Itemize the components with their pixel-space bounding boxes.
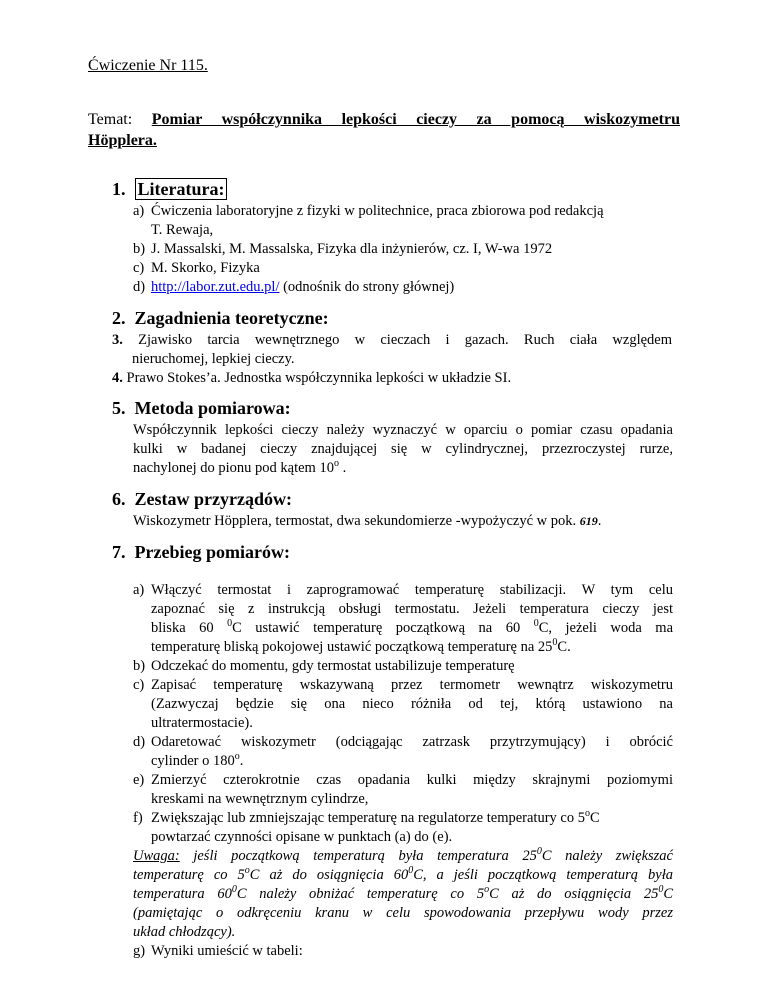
section-2-heading: 2. Zagadnienia teoretyczne: xyxy=(112,308,329,328)
procedure-item-a-line-3: bliska 60 $^0$C ustawić temperaturę początkową na 60 $^0$C, jeżeli woda ma xyxy=(151,618,674,636)
literature-item-d: d) http://labor.zut.edu.pl/ (odnośnik do strony głównej) xyxy=(133,279,455,295)
topic-title-cont: Höpplera. xyxy=(88,132,157,149)
procedure-item-a-line-2: zapoznać się z instrukcją obsługi termostatu. Jeżeli temperatura cieczy jest xyxy=(151,601,673,617)
procedure-item-e-line-2: kreskami na wewnętrznym cylindrze, xyxy=(151,791,369,807)
section-1-heading: 1. Literatura: xyxy=(112,178,227,200)
note-line-4: (pamiętając o odkręceniu kranu w celu spowodowania przepływu wody przez xyxy=(133,905,673,921)
method-line-2: kulki w badanej cieczy znajdującej się w cylindrycznej, przezroczystej rurze, xyxy=(133,441,673,457)
procedure-item-c-line-3: ultratermostacie). xyxy=(151,715,253,731)
literature-link[interactable]: http://labor.zut.edu.pl/ xyxy=(151,279,280,295)
note-line-5: układ chłodzący). xyxy=(133,924,236,940)
section-6-heading: 6. Zestaw przyrządów: xyxy=(112,489,292,509)
procedure-item-b: b) Odczekać do momentu, gdy termostat ustabilizuje temperaturę xyxy=(133,658,515,674)
method-line-1: Współczynnik lepkości cieczy należy wyznaczyć w oparciu o pomiar czasu opadania xyxy=(133,422,673,438)
section-5-title: Metoda pomiarowa: xyxy=(134,398,291,418)
section-7-heading: 7. Przebieg pomiarów: xyxy=(112,542,290,562)
note-label: Uwaga: xyxy=(133,848,180,864)
section-2-title: Zagadnienia teoretyczne: xyxy=(134,308,329,328)
procedure-item-e: e) Zmierzyć czterokrotnie czas opadania kulki między skrajnymi poziomymi xyxy=(133,772,673,788)
theory-item-3-cont: nieruchomej, lepkiej cieczy. xyxy=(132,351,295,367)
procedure-item-a: a) Włączyć termostat i zaprogramować temperaturę stabilizacji. W tym celu xyxy=(133,582,673,598)
note-line-3: temperatura $60^0C$ należy obniżać temperaturę co 5$^o$C aż do osiągnięcia $25^0C$ xyxy=(133,884,673,902)
literature-item-a: a) Ćwiczenia laboratoryjne z fizyki w politechnice, praca zbiorowa pod redakcją xyxy=(133,203,604,219)
procedure-item-f: f) Zwiększając lub zmniejszając temperaturę na regulatorze temperatury co 5$^o$C xyxy=(133,808,600,826)
procedure-item-g: g) Wyniki umieścić w tabeli: xyxy=(133,943,303,959)
procedure-item-d-line-2: cylinder o 180$^o$. xyxy=(151,751,244,769)
equipment-text: Wiskozymetr Höpplera, termostat, dwa sekundomierze -wypożyczyć w pok. 619. xyxy=(133,513,602,529)
procedure-item-c-line-2: (Zazwyczaj będzie się ona nieco różniła od tej, którą ustawiono na xyxy=(151,696,673,712)
note-line-1: Uwaga: jeśli początkową temperaturą była temperatura $25^0C$ należy zwiększać xyxy=(133,846,673,864)
method-line-3: nachylonej do pionu pod kątem 10$^o$ . xyxy=(133,458,347,476)
topic-line-1 xyxy=(88,110,680,129)
note-line-2: temperaturę co 5$^o$C aż do osiągnięcia $60^0C$, a jeśli początkową temperaturą była xyxy=(133,865,673,883)
topic-label: Temat: xyxy=(88,111,133,128)
section-7-title: Przebieg pomiarów: xyxy=(134,542,290,562)
section-5-heading: 5. Metoda pomiarowa: xyxy=(112,398,291,418)
procedure-item-d: d) Odaretować wiskozymetr (odciągając zatrzask przytrzymujący) i obrócić xyxy=(133,734,673,750)
procedure-item-f-line-2: powtarzać czynności opisane w punktach (a) do (e). xyxy=(151,829,453,845)
procedure-item-a-line-4: temperaturę bliską pokojowej ustawić początkową temperaturę na $25^0C$. xyxy=(151,637,571,655)
literature-item-a-cont: T. Rewaja, xyxy=(151,222,214,238)
exercise-title: Ćwiczenie Nr 115. xyxy=(88,57,208,74)
room-number: 619 xyxy=(579,514,598,528)
literature-item-b: b) J. Massalski, M. Massalska, Fizyka dla inżynierów, cz. I, W-wa 1972 xyxy=(133,241,553,257)
theory-item-4: 4. Prawo Stokes’a. Jednostka współczynnika lepkości w układzie SI. xyxy=(112,370,512,386)
literature-item-c: c) M. Skorko, Fizyka xyxy=(133,260,260,276)
topic-title: Pomiar współczynnika lepkości cieczy za pomocą wiskozymetru xyxy=(151,111,680,128)
theory-item-3: 3. Zjawisko tarcia wewnętrznego w cieczach i gazach. Ruch ciała względem xyxy=(112,332,672,348)
procedure-item-c: c) Zapisać temperaturę wskazywaną przez termometr wewnątrz wiskozymetru xyxy=(133,677,673,693)
section-6-title: Zestaw przyrządów: xyxy=(134,489,292,509)
section-1-title: Literatura: xyxy=(135,178,228,200)
